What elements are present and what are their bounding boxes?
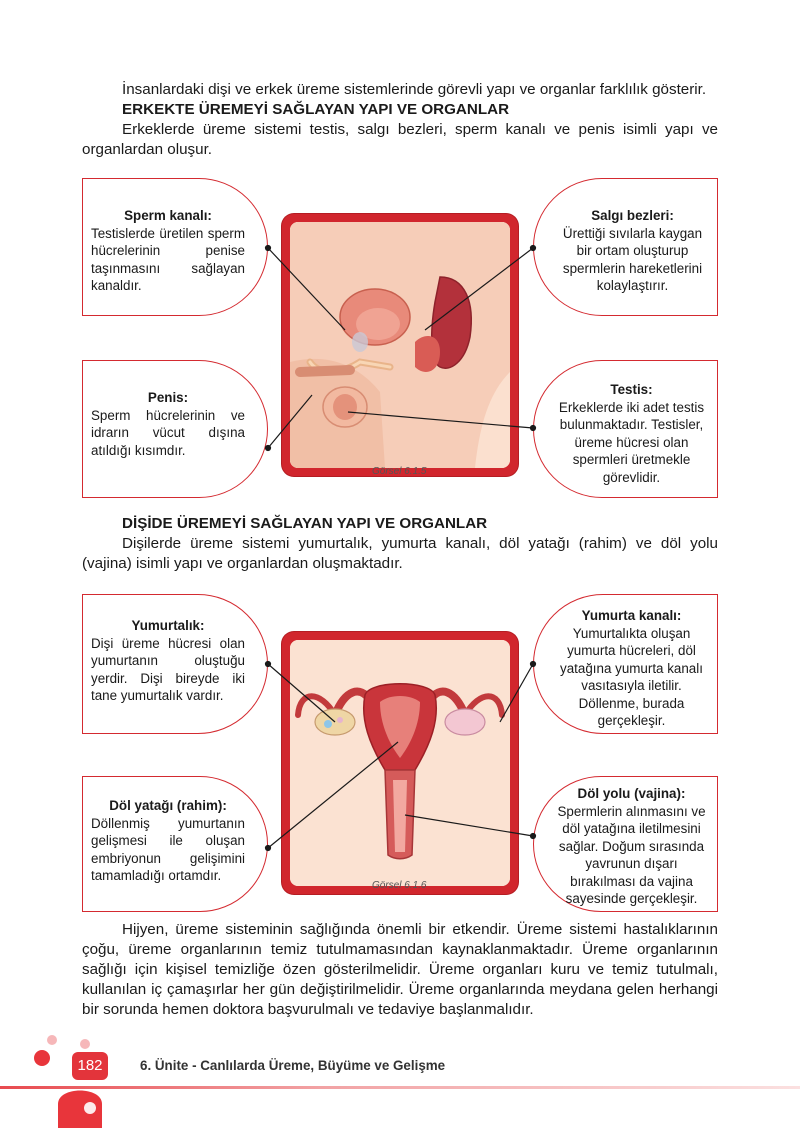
- penis-title: Penis:: [147, 390, 189, 405]
- oviduct-box: [533, 594, 718, 734]
- male-anatomy-illustration: [290, 222, 510, 468]
- uterus-text: Döllenmiş yumurtanın gelişmesi ile oluşan embriyonun gelişimini tamamladığı ortamdır.: [91, 815, 245, 883]
- uterus-box: [82, 776, 268, 912]
- testis-text: Erkeklerde iki adet testis bulunmaktadır. Testisler, üreme hücresi olan spermleri üretmekle görevlidir.: [558, 399, 705, 485]
- male-figure-caption: Görsel 6.1.5: [372, 466, 427, 477]
- hygiene-paragraph: Hijyen, üreme sisteminin sağlığında önemli bir etkendir. Üreme sistemi hastalıklarının çoğu, üreme organlarının temiz tutulmamasından kaynaklanmaktadır. Üreme organlarının sağlığı için kişisel temizliğe özen gösterilmelidir. Üreme organları kuru ve temiz tutulmalı, kullanılan iç çamaşırlar her gün değiştirilmelidir. Üreme organlarında meydana gelen herhangi bir sorunda hemen doktora başvurulmalı ve tedaviye başlanmalıdır.: [82, 921, 718, 1018]
- ovary-text: Dişi üreme hücresi olan yumurtanın oluştuğu yerdir. Dişi bireyde iki tane yumurtalık vardır.: [91, 635, 245, 703]
- female-anatomy-illustration: [290, 640, 510, 886]
- sperm-canal-text: Testislerde üretilen sperm hücrelerinin penise taşınmasını sağlayan kanaldır.: [91, 225, 245, 293]
- penis-box: [82, 360, 268, 498]
- sperm-canal-title: Sperm kanalı:: [124, 208, 212, 223]
- unit-title: 6. Ünite - Canlılarda Üreme, Büyüme ve Gelişme: [140, 1058, 446, 1073]
- uterus-title: Döl yatağı (rahim):: [109, 798, 227, 813]
- testis-box: [533, 360, 718, 498]
- oviduct-title: Yumurta kanalı:: [581, 608, 682, 623]
- male-anatomy-drawing: [290, 222, 510, 468]
- glands-title: Salgı bezleri:: [591, 208, 674, 223]
- glands-text: Ürettiği sıvılarla kaygan bir ortam oluşturup spermlerin hareketlerini kolaylaştırır.: [562, 225, 703, 293]
- female-figure-caption: Görsel 6.1.6: [372, 880, 427, 891]
- vagina-title: Döl yolu (vajina):: [577, 786, 686, 801]
- testis-title: Testis:: [610, 382, 653, 397]
- oviduct-text: Yumurtalıkta oluşan yumurta hücreleri, döl yatağına yumurta kanalı vasıtasıyla iletilir. Döllenme, burada gerçekleşir.: [560, 625, 703, 728]
- ovary-title: Yumurtalık:: [131, 618, 205, 633]
- male-heading: ERKEKTE ÜREMEYİ SAĞLAYAN YAPI VE ORGANLAR: [122, 101, 510, 118]
- male-figure-frame: [282, 214, 518, 476]
- vagina-box: [533, 776, 718, 912]
- female-anatomy-drawing: [290, 640, 510, 886]
- penis-text: Sperm hücrelerinin ve idrarın vücut dışına atıldığı kısımdır.: [91, 407, 245, 458]
- page-number: 182: [72, 1052, 108, 1080]
- sperm-canal-box: [82, 178, 268, 316]
- vagina-text: Spermlerin alınmasını ve döl yatağına iletilmesini sağlar. Doğum sırasında yavrunun dışarı bırakılması da vajina sayesinde gerçekleşir.: [557, 803, 706, 906]
- penis-dot: [266, 446, 271, 451]
- female-figure-frame: [282, 632, 518, 894]
- ovary-box: [82, 594, 268, 734]
- female-paragraph: Dişilerde üreme sistemi yumurtalık, yumurta kanalı, döl yatağı (rahim) ve döl yolu (vajina) isimli yapı ve organlardan oluşmaktadır.: [82, 535, 718, 572]
- female-heading: DİŞİDE ÜREMEYİ SAĞLAYAN YAPI VE ORGANLAR: [122, 515, 488, 532]
- glands-box: [533, 178, 718, 316]
- male-paragraph: Erkeklerde üreme sistemi testis, salgı bezleri, sperm kanalı ve penis isimli yapı ve organlardan oluşur.: [82, 121, 718, 158]
- intro-paragraph: İnsanlardaki dişi ve erkek üreme sistemlerinde görevli yapı ve organlar farklılık gösterir.: [122, 81, 707, 98]
